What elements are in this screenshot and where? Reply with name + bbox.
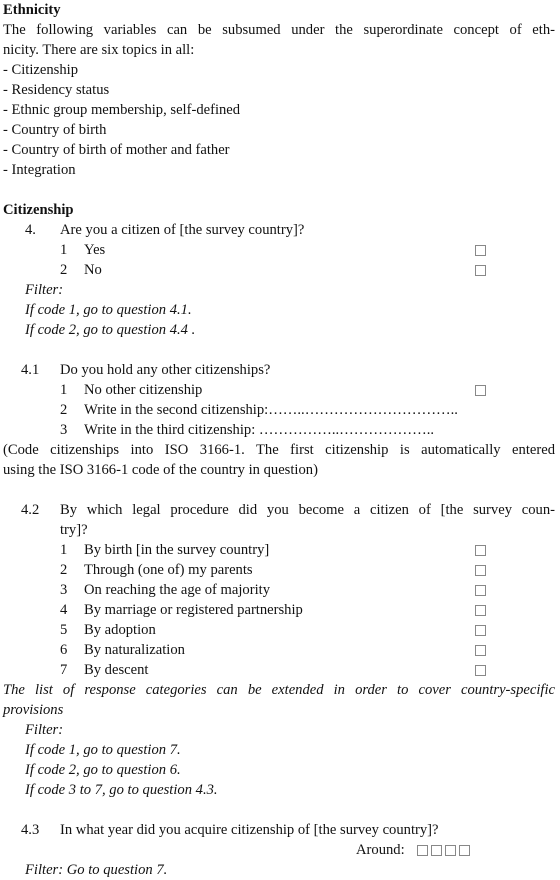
option-label: No other citizenship [84, 382, 203, 398]
question-4-2 [3, 500, 555, 520]
topic-item: - Citizenship [3, 62, 78, 78]
option-code: 5 [60, 622, 68, 638]
digit-box[interactable] [431, 845, 442, 856]
option-code: 7 [60, 662, 68, 678]
filter-label: Filter: [25, 282, 64, 298]
answer-option [3, 580, 555, 600]
option-code: 1 [60, 242, 68, 258]
answer-option [3, 640, 555, 660]
option-label: Through (one of) my parents [84, 562, 253, 578]
extension-note: The list of response categories can be extended in order to cover country-specific [3, 682, 555, 698]
extension-note: provisions [3, 702, 64, 718]
document-page [3, 0, 555, 880]
checkbox[interactable] [475, 265, 486, 276]
answer-option [3, 600, 555, 620]
checkbox[interactable] [475, 605, 486, 616]
option-label: Write in the third citizenship: ……………..……………….. [84, 422, 435, 438]
question-4-3 [3, 820, 555, 840]
filter-instruction: Filter: Go to question 7. [25, 862, 168, 878]
coding-note: using the ISO 3166-1 code of the country in question) [3, 462, 318, 478]
checkbox[interactable] [475, 645, 486, 656]
option-code: 1 [60, 382, 68, 398]
option-label: No [84, 262, 102, 278]
digit-box[interactable] [459, 845, 470, 856]
option-label: By descent [84, 662, 149, 678]
year-entry [3, 840, 555, 860]
option-code: 2 [60, 402, 68, 418]
question-number: 4. [25, 222, 36, 238]
answer-option [3, 620, 555, 640]
coding-note: (Code citizenships into ISO 3166-1. The first citizenship is automatically entered [3, 442, 555, 458]
question-text-continued: try]? [60, 522, 88, 538]
checkbox[interactable] [475, 625, 486, 636]
section-title-citizenship: Citizenship [3, 202, 74, 218]
checkbox[interactable] [475, 385, 486, 396]
option-code: 3 [60, 582, 68, 598]
answer-option [3, 260, 555, 280]
checkbox[interactable] [475, 545, 486, 556]
checkbox[interactable] [475, 565, 486, 576]
question-number: 4.1 [21, 362, 40, 378]
option-code: 2 [60, 262, 68, 278]
filter-instruction: If code 1, go to question 4.1. [25, 302, 192, 318]
filter-label: Filter: [25, 722, 64, 738]
question-number: 4.2 [21, 502, 40, 518]
digit-box[interactable] [445, 845, 456, 856]
checkbox[interactable] [475, 245, 486, 256]
topic-item: - Country of birth [3, 122, 107, 138]
option-label: Write in the second citizenship:……..………………………….. [84, 402, 458, 418]
answer-option-write-in[interactable] [3, 420, 555, 440]
digit-box[interactable] [417, 845, 428, 856]
option-label: On reaching the age of majority [84, 582, 270, 598]
answer-option [3, 540, 555, 560]
filter-instruction: If code 3 to 7, go to question 4.3. [25, 782, 218, 798]
answer-option [3, 240, 555, 260]
section-title-ethnicity: Ethnicity [3, 2, 61, 18]
checkbox[interactable] [475, 585, 486, 596]
topic-item: - Integration [3, 162, 76, 178]
option-label: Yes [84, 242, 106, 258]
around-label: Around: [356, 842, 405, 858]
option-code: 1 [60, 542, 68, 558]
year-digit-boxes[interactable] [417, 845, 470, 856]
answer-option [3, 380, 555, 400]
question-text: Are you a citizen of [the survey country]? [60, 222, 305, 238]
filter-instruction: If code 1, go to question 7. [25, 742, 181, 758]
topic-item: - Ethnic group membership, self-defined [3, 102, 241, 118]
option-label: By naturalization [84, 642, 185, 658]
option-code: 6 [60, 642, 68, 658]
option-code: 2 [60, 562, 68, 578]
filter-instruction: If code 2, go to question 6. [25, 762, 181, 778]
option-code: 3 [60, 422, 68, 438]
intro-text-line: nicity. There are six topics in all: [3, 42, 195, 58]
question-4-1 [3, 360, 555, 380]
filter-instruction: If code 2, go to question 4.4 . [25, 322, 196, 338]
checkbox[interactable] [475, 665, 486, 676]
answer-option [3, 660, 555, 680]
option-label: By adoption [84, 622, 156, 638]
question-text: In what year did you acquire citizenship of [the survey country]? [60, 822, 439, 838]
question-text: Do you hold any other citizenships? [60, 362, 271, 378]
question-4 [3, 220, 555, 240]
option-label: By birth [in the survey country] [84, 542, 270, 558]
intro-text-line: The following variables can be subsumed under the superordinate concept of eth- [3, 22, 555, 38]
option-label: By marriage or registered partnership [84, 602, 303, 618]
topic-item: - Country of birth of mother and father [3, 142, 230, 158]
question-text: By which legal procedure did you become a citizen of [the survey coun- [60, 502, 555, 518]
answer-option-write-in[interactable] [3, 400, 555, 420]
question-number: 4.3 [21, 822, 40, 838]
answer-option [3, 560, 555, 580]
topic-item: - Residency status [3, 82, 110, 98]
option-code: 4 [60, 602, 68, 618]
